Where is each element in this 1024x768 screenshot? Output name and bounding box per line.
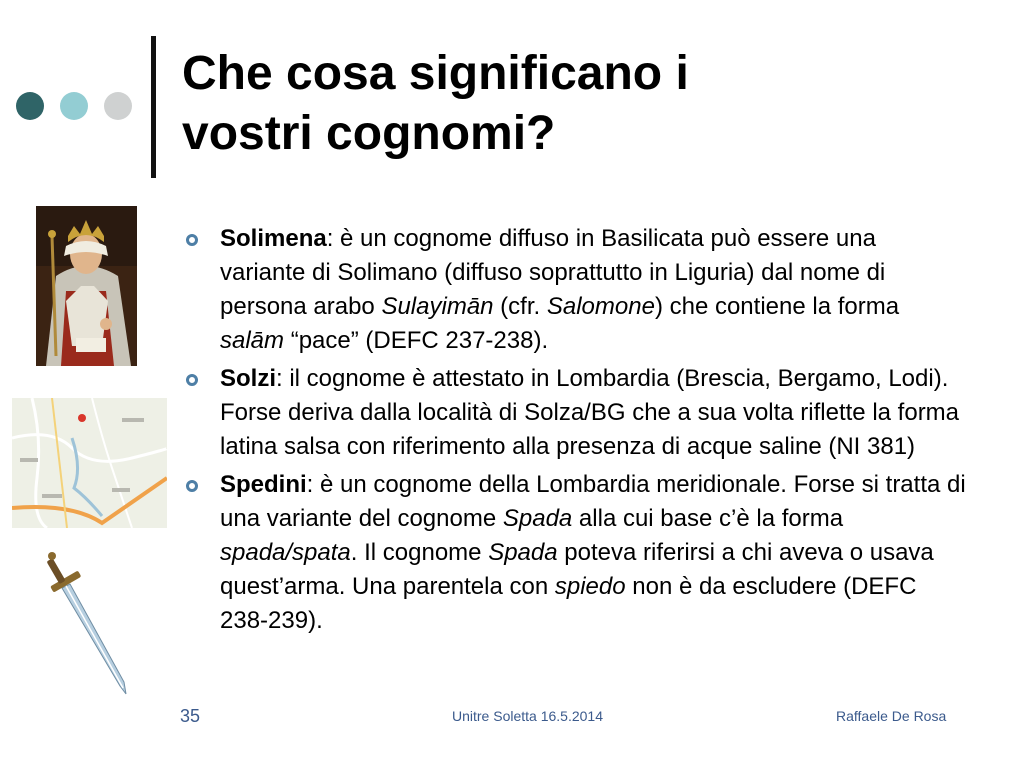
- bullet-text: alla cui base c’è la forma: [572, 505, 844, 532]
- bullet-item-solimena: [186, 222, 966, 358]
- bullet-italic: spiedo: [554, 573, 626, 600]
- dot-light-teal: [60, 92, 88, 120]
- title-divider-bar: [151, 36, 156, 178]
- bullet-ring-icon: [186, 374, 198, 386]
- surname-term: Spedini: [220, 471, 307, 498]
- bullet-italic: spada/spata: [220, 539, 351, 566]
- bullet-ring-icon: [186, 480, 198, 492]
- footer-author: Raffaele De Rosa: [836, 708, 947, 724]
- bullet-text: : è un cognome diffuso in Basilicata può essere una variante di Solimano (diffuso soprattutto in Liguria) dal nome di persona arabo: [220, 225, 886, 320]
- bullet-italic: Spada: [488, 539, 558, 566]
- road-map-image: [12, 398, 167, 528]
- bullet-item-solzi: [186, 362, 966, 464]
- slide-title-line-1: Che cosa significano i: [182, 47, 689, 100]
- bullet-list: [186, 222, 966, 642]
- bullet-text: : è un cognome della Lombardia meridionale. Forse si tratta di una variante del cognome: [220, 471, 966, 532]
- bullet-text: (cfr.: [493, 293, 547, 320]
- bullet-text: “pace” (DEFC 237-238).: [284, 327, 549, 354]
- slide-title: [182, 44, 982, 164]
- surname-term: Solzi: [220, 365, 277, 392]
- bullet-text: : il cognome è attestato in Lombardia (Brescia, Bergamo, Lodi). Forse deriva dalla località di Solza/BG che a sua volta riflette la forma latina salsa con riferimento alla presenza di acque saline (NI 381): [220, 365, 960, 460]
- bullet-italic: salām: [220, 327, 285, 354]
- slide-title-line-2: vostri cognomi?: [182, 107, 556, 160]
- surname-term: Solimena: [220, 225, 327, 252]
- bullet-italic: Salomone: [546, 293, 655, 320]
- bullet-item-spedini: [186, 468, 966, 638]
- bullet-italic: Sulayimān: [381, 293, 494, 320]
- bullet-text: non è da escludere (DEFC 238-239).: [220, 573, 917, 634]
- dot-gray: [104, 92, 132, 120]
- bullet-text: poteva riferirsi a chi aveva o usava quest’arma. Una parentela con: [220, 539, 934, 600]
- king-portrait-image: [36, 206, 137, 366]
- dot-dark-teal: [16, 92, 44, 120]
- bullet-text: ) che contiene la forma: [654, 293, 900, 320]
- sword-image: [40, 548, 140, 698]
- bullet-italic: Spada: [502, 505, 573, 532]
- bullet-ring-icon: [186, 234, 198, 246]
- slide-number: 35: [180, 706, 201, 726]
- bullet-text: . Il cognome: [350, 539, 489, 566]
- footer-event: Unitre Soletta 16.5.2014: [452, 708, 603, 724]
